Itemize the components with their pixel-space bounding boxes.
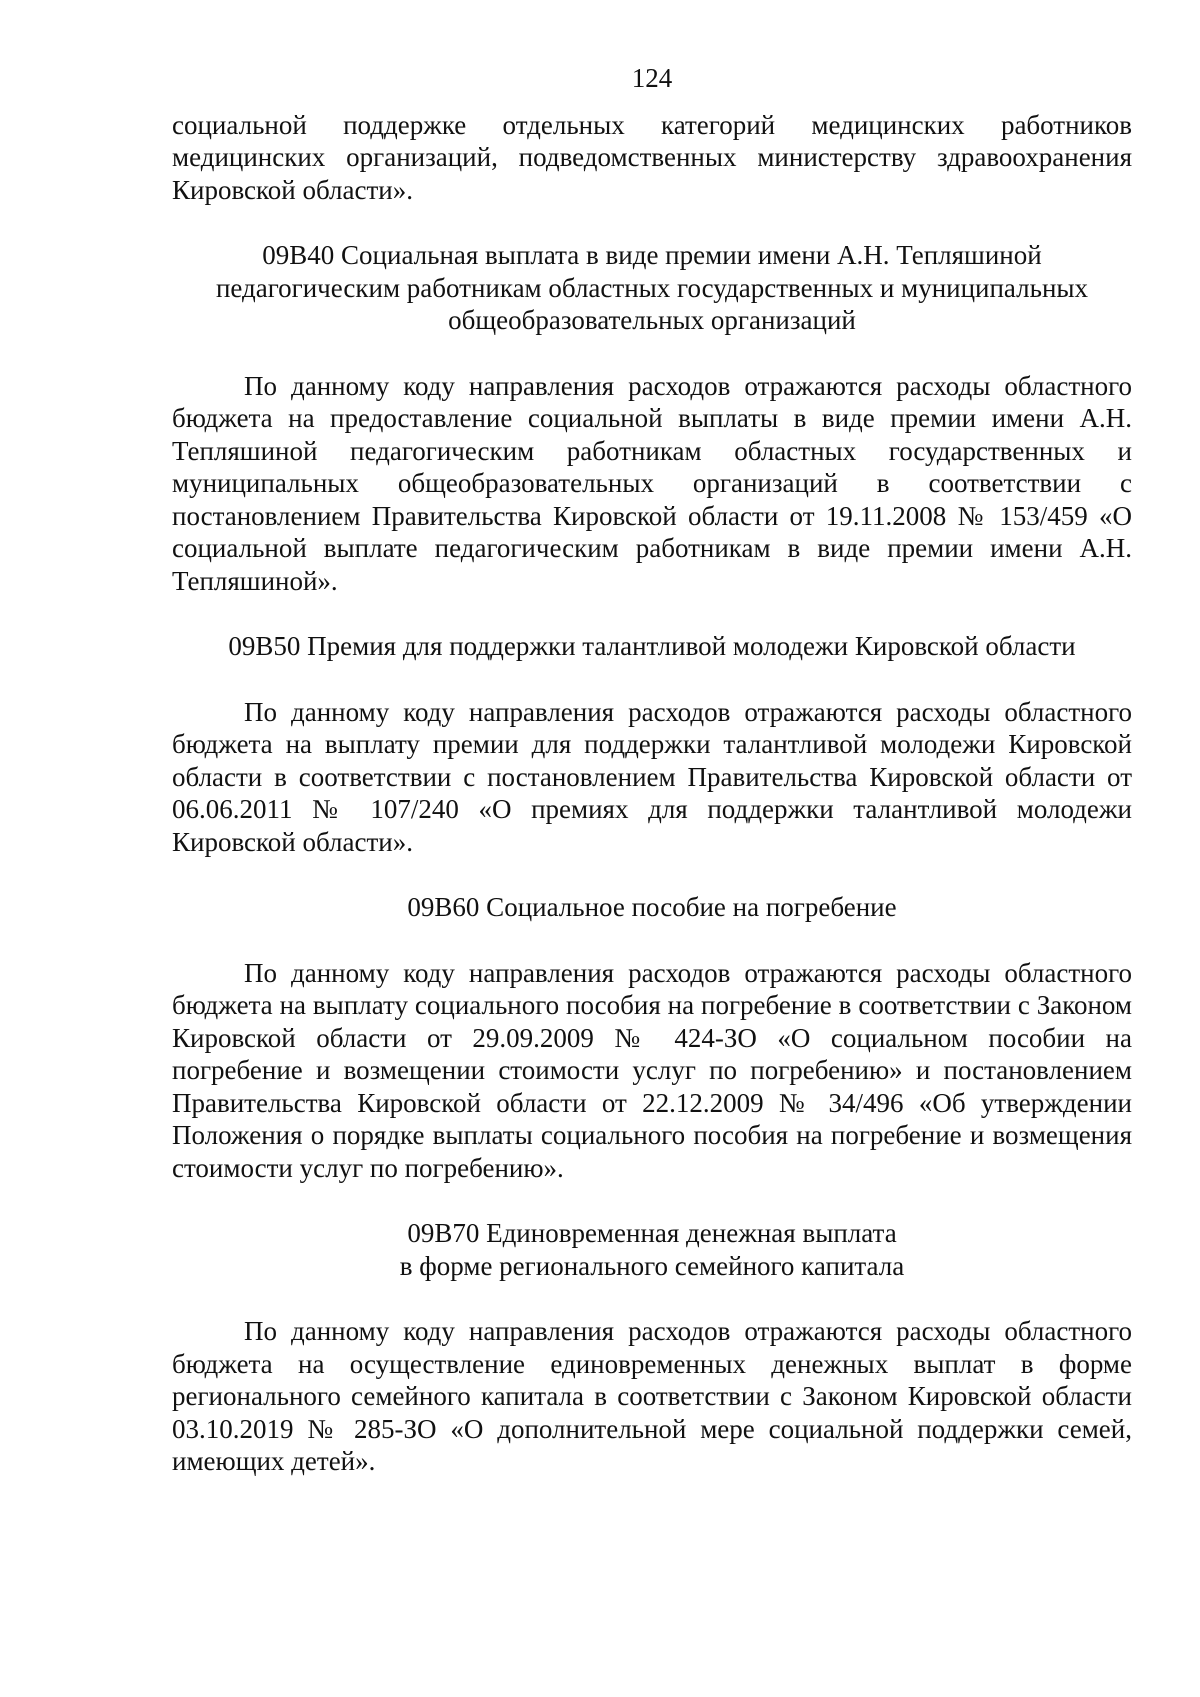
section-body: По данному коду направления расходов отражаются расходы областного бюджета на выплату премии для поддержки талантливой молодежи Кировской области в соответствии с постановлением Правительства Кировской области от 06.06.2011 № 107/240 «О премиях для поддержки талантливой молодежи Кировской области». [172,696,1132,857]
section-body: По данному коду направления расходов отражаются расходы областного бюджета на предоставление социальной выплаты в виде премии имени А.Н. Тепляшиной педагогическим работникам областных государственных и муниципальных общеобразовательных организаций в соответствии с постановлением Правительства Кировской области от 19.11.2008 № 153/459 «О социальной выплате педагогическим работникам в виде премии имени А.Н. Тепляшиной». [172,370,1132,596]
section-09v40 [172,239,1132,597]
section-heading-line: 09В40 Социальная выплата в виде премии имени А.Н. Тепляшиной [262,240,1042,270]
section-09v50 [172,630,1132,858]
section-heading-line: педагогическим работникам областных государственных и муниципальных [215,272,1089,303]
section-09v60 [172,891,1132,1184]
intro-paragraph: социальной поддержке отдельных категорий медицинских работников медицинских организаций, подведомственных министерству здравоохранения Кировской области». [172,109,1132,205]
section-heading [172,239,1132,337]
section-heading-line: 09В70 Единовременная денежная выплата [407,1218,897,1248]
page-number: 124 [631,63,673,93]
document-page [172,62,1132,1478]
section-heading-line: 09В50 Премия для поддержки талантливой молодежи Кировской области [228,631,1076,661]
section-body: По данному коду направления расходов отражаются расходы областного бюджета на осуществление единовременных денежных выплат в форме регионального семейного капитала в соответствии с Законом Кировской области 03.10.2019 № 285-ЗО «О дополнительной мере социальной поддержки семей, имеющих детей». [172,1316,1132,1476]
section-body: По данному коду направления расходов отражаются расходы областного бюджета на выплату социального пособия на погребение в соответствии с Законом Кировской области от 29.09.2009 № 424-ЗО «О социальном пособии на погребение и возмещении стоимости услуг по погребению» и постановлением Правительства Кировской области от 22.12.2009 № 34/496 «Об утверждении Положения о порядке выплаты социального пособия на погребение и возмещения стоимости услуг по погребению». [172,957,1132,1183]
section-heading-line: общеобразовательных организаций [448,305,856,335]
section-09v70 [172,1217,1132,1478]
section-heading [172,891,1132,924]
section-heading [172,630,1132,663]
section-heading [172,1217,1132,1282]
section-heading-line: 09В60 Социальное пособие на погребение [407,892,897,922]
section-heading-line: в форме регионального семейного капитала [399,1250,905,1281]
